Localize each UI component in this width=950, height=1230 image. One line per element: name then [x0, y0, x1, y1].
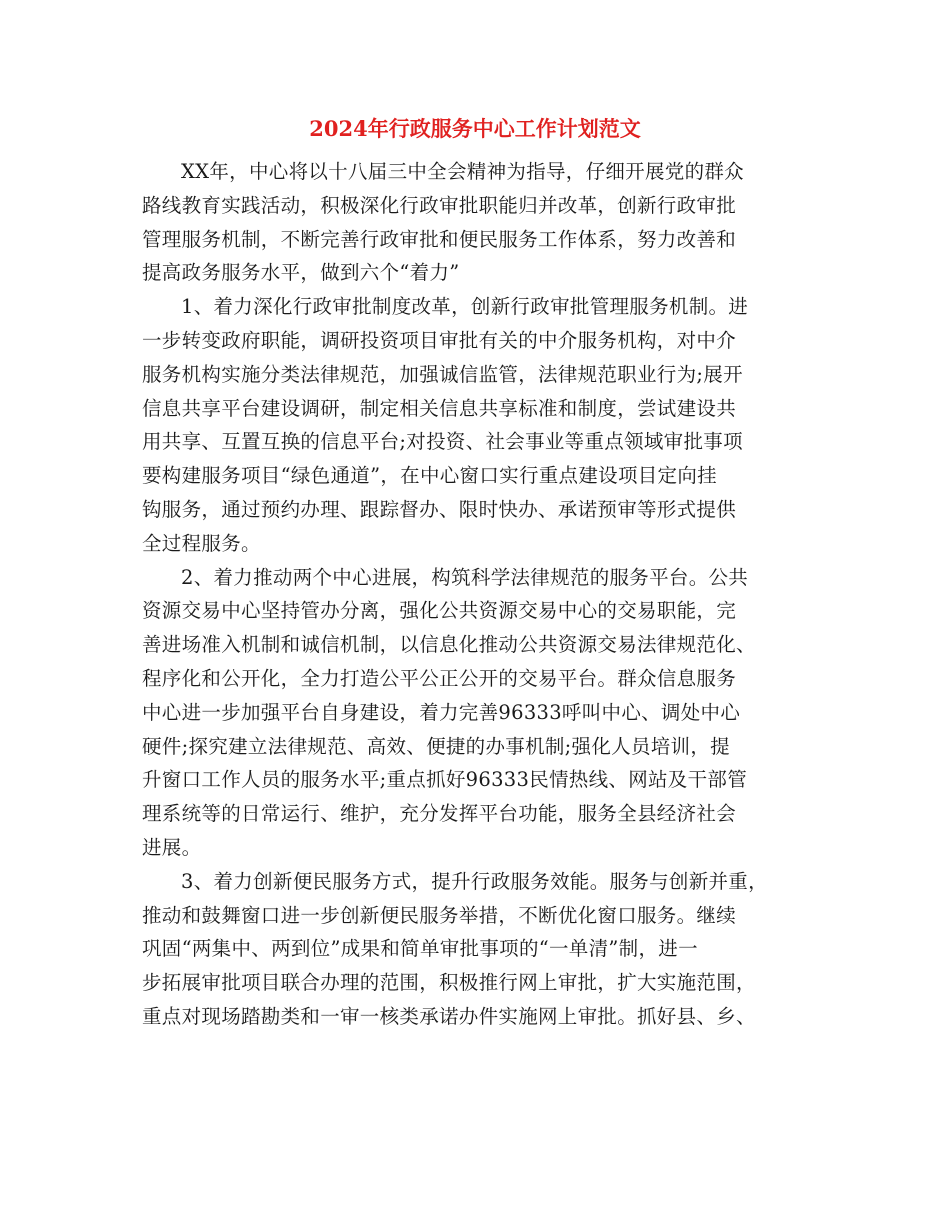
paragraph-line: 管理服务机制，不断完善行政审批和便民服务工作体系，努力改善和 — [142, 227, 737, 251]
paragraph-line: 要构建服务项目“绿色通道”，在中心窗口实行重点建设项目定向挂 — [142, 464, 717, 488]
paragraph-line: 服务机构实施分类法律规范，加强诚信监管，法律规范职业行为;展开 — [142, 362, 743, 386]
paragraph-line: 一步转变政府职能，调研投资项目审批有关的中介服务机构，对中介 — [142, 328, 737, 352]
paragraph-line: 巩固“两集中、两到位”成果和简单审批事项的“一单清”制，进一 — [142, 937, 698, 961]
paragraph-line: 理系统等的日常运行、维护，充分发挥平台功能，服务全县经济社会 — [142, 802, 737, 826]
document-title: 2024年行政服务中心工作计划范文 — [309, 116, 641, 141]
paragraph-line: 用共享、互置互换的信息平台;对投资、社会事业等重点领域审批事项 — [142, 430, 743, 454]
paragraph-line: 进展。 — [142, 835, 202, 859]
paragraph-line: 重点对现场踏勘类和一审一核类承诺办件实施网上审批。抓好县、乡、 — [142, 1004, 756, 1028]
paragraph — [142, 865, 832, 1034]
paragraph-line: 信息共享平台建设调研，制定相关信息共享标准和制度，尝试建设共 — [142, 396, 737, 420]
paragraph-line: XX年，中心将以十八届三中全会精神为指导，仔细开展党的群众 — [181, 160, 744, 183]
paragraph — [142, 290, 832, 560]
paragraph-line: 硬件;探究建立法律规范、高效、便捷的办事机制;强化人员培训，提 — [142, 734, 730, 758]
paragraph-line: 步拓展审批项目联合办理的范围，积极推行网上审批，扩大实施范围， — [142, 971, 756, 995]
paragraph-line: 1、着力深化行政审批制度改革，创新行政审批管理服务机制。进 — [181, 295, 749, 319]
paragraph-line: 程序化和公开化，全力打造公平公正公开的交易平台。群众信息服务 — [142, 666, 737, 690]
paragraph-line: 善进场准入机制和诚信机制，以信息化推动公共资源交易法律规范化、 — [142, 633, 756, 657]
paragraph-line: 2、着力推动两个中心进展，构筑科学法律规范的服务平台。公共 — [181, 565, 749, 589]
paragraph — [142, 561, 832, 865]
paragraph-line: 路线教育实践活动，积极深化行政审批职能归并改革，创新行政审批 — [142, 193, 737, 217]
paragraph-line: 推动和鼓舞窗口进一步创新便民服务举措，不断优化窗口服务。继续 — [142, 903, 737, 927]
paragraph-line: 中心进一步加强平台自身建设，着力完善96333呼叫中心、调处中心 — [142, 700, 741, 724]
paragraph-line: 钩服务，通过预约办理、跟踪督办、限时快办、承诺预审等形式提供 — [142, 497, 737, 521]
paragraph-line: 3、着力创新便民服务方式，提升行政服务效能。服务与创新并重， — [181, 869, 768, 893]
paragraph-line: 全过程服务。 — [142, 531, 261, 555]
paragraph-line: 资源交易中心坚持管办分离，强化公共资源交易中心的交易职能，完 — [142, 599, 737, 623]
document-body — [142, 155, 832, 1034]
paragraph-line: 提高政务服务水平，做到六个“着力” — [142, 261, 460, 285]
paragraph-line: 升窗口工作人员的服务水平;重点抓好96333民情热线、网站及干部管 — [142, 768, 748, 792]
paragraph — [142, 155, 832, 290]
